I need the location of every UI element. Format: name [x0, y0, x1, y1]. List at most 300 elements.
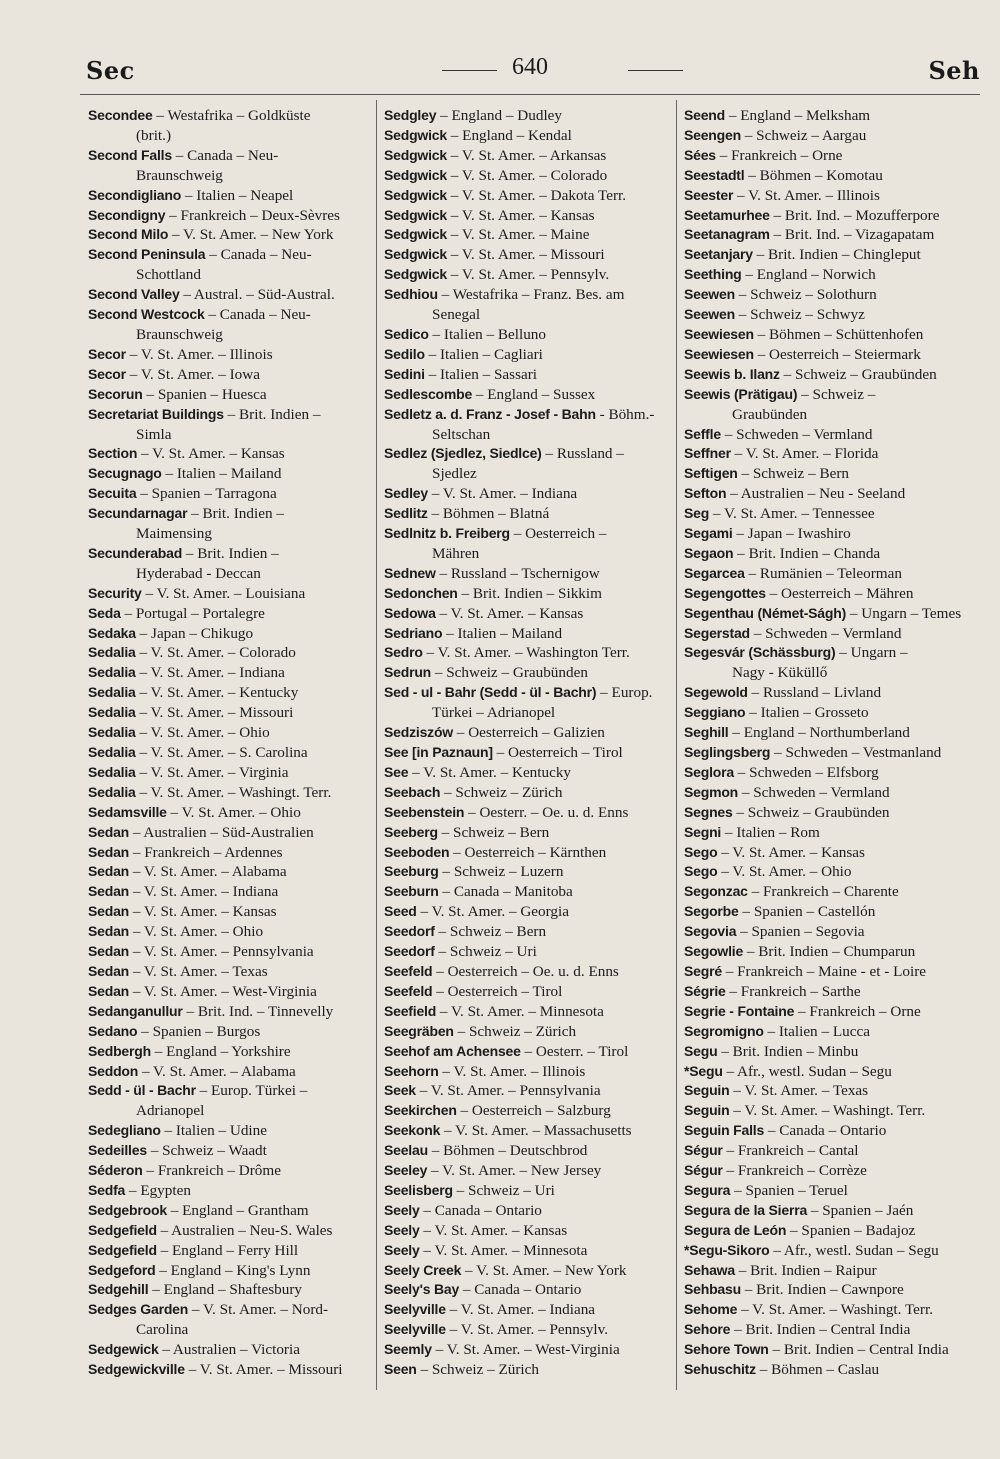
entry-place-name: Sedico — [384, 325, 429, 342]
entry-place-name: Sedan — [88, 943, 130, 960]
entry-place-name: Seelyville — [384, 1321, 446, 1338]
entry-place-name: Segorbe — [684, 903, 739, 920]
entry-place-name: Seek — [384, 1082, 416, 1099]
gazetteer-entry — [684, 862, 974, 882]
gazetteer-entry — [384, 723, 674, 743]
entry-place-name: Sedalia — [88, 684, 136, 701]
entry-location: – V. St. Amer. – Missouri — [135, 704, 294, 722]
entry-place-name: Seebenstein — [384, 803, 465, 820]
entry-location: – Schweiz – Zürich — [416, 1361, 539, 1379]
gazetteer-entry — [88, 1141, 378, 1161]
gazetteer-entry — [684, 604, 974, 624]
gazetteer-entry — [384, 763, 674, 783]
entry-location: – V. St. Amer. – Kansas — [435, 604, 584, 622]
entry-location: – Böhmen – Komotau — [744, 166, 883, 184]
entry-place-name: Sedgewick — [88, 1341, 159, 1358]
gazetteer-entry — [384, 843, 674, 863]
entry-place-name: Secor — [88, 365, 126, 382]
entry-location: – V. St. Amer. – Illinois — [733, 186, 880, 204]
gazetteer-entry — [88, 106, 378, 146]
entry-location: – Australien – Süd-Australien — [129, 823, 314, 841]
gazetteer-entry — [684, 1320, 974, 1340]
gazetteer-entry — [684, 1161, 974, 1181]
entry-location: – Schweiz – Zürich — [453, 1022, 577, 1040]
entry-location: – Schweiz – Aargau — [740, 126, 867, 144]
entry-location: – Italien – Mailand — [161, 465, 282, 483]
entry-location: – Brit. Indien – Raipur — [734, 1261, 877, 1279]
gazetteer-entry — [88, 245, 378, 285]
entry-location: – V. St. Amer. – Indiana — [129, 883, 279, 901]
gazetteer-entry — [88, 1022, 378, 1042]
gazetteer-entry — [384, 345, 674, 365]
entry-location: – Brit. Indien – — [223, 405, 321, 423]
entry-place-name: Segarcea — [684, 564, 745, 581]
gazetteer-entry — [384, 1022, 674, 1042]
gazetteer-entry — [684, 365, 974, 385]
entry-location: – Canada – Ontario — [459, 1281, 582, 1299]
entry-location: – V. St. Amer. – Kentucky — [408, 763, 572, 781]
gazetteer-entry — [88, 1340, 378, 1360]
gazetteer-entry — [384, 524, 674, 564]
entry-place-name: Second Valley — [88, 286, 180, 303]
entry-place-name: Seghill — [684, 724, 729, 741]
entry-location: – Italien – Mailand — [442, 624, 563, 642]
entry-location: – V. St. Amer. – Washingt. Terr. — [729, 1102, 926, 1120]
entry-location: – Brit. Indien – Cawnpore — [740, 1281, 904, 1299]
entry-location: – Canada – Ontario — [419, 1201, 542, 1219]
entry-location: – Italien – Grosseto — [745, 704, 869, 722]
gazetteer-entry — [88, 723, 378, 743]
entry-place-name: Seefeld — [384, 982, 433, 999]
gazetteer-entry — [684, 106, 974, 126]
entry-location: – Schweiz – Graubünden — [431, 664, 588, 682]
entry-location: – V. St. Amer. – Kansas — [137, 445, 285, 463]
entry-location: – V. St. Amer. – Texas — [129, 962, 268, 980]
gazetteer-entry — [384, 1221, 674, 1241]
gazetteer-entry — [684, 345, 974, 365]
entry-location: – Frankreich – Orne — [794, 1002, 921, 1020]
gazetteer-entry — [684, 1002, 974, 1022]
entry-location: – Oesterreich – Tirol — [492, 744, 623, 761]
entry-location: – V. St. Amer. – Pennsylv. — [445, 1321, 608, 1339]
entry-location: – V. St. Amer. – Indiana — [135, 664, 285, 682]
entry-place-name: Sedalia — [88, 744, 136, 760]
gazetteer-entry — [384, 1121, 674, 1141]
gazetteer-entry — [88, 1121, 378, 1141]
entry-place-name: Sedamsville — [88, 803, 167, 820]
gazetteer-entry — [384, 1042, 674, 1062]
entry-place-name: Seffle — [684, 425, 721, 442]
entry-place-name: Seeley — [384, 1162, 428, 1179]
entry-continuation: Simla — [136, 425, 172, 443]
entry-location: – V. St. Amer. – New York — [168, 226, 334, 244]
entry-location: – Frankreich – Corrèze — [722, 1162, 867, 1180]
entry-place-name: Sedlitz — [384, 505, 428, 522]
gazetteer-entry — [684, 285, 974, 305]
page-number: 640 — [512, 54, 548, 80]
entry-location: – Frankreich – Ardennes — [129, 843, 283, 861]
entry-location: – Schweiz – Graubünden — [779, 365, 937, 383]
entry-place-name: Seewis (Prätigau) — [684, 385, 798, 402]
gazetteer-entry — [384, 265, 674, 285]
gazetteer-entry — [88, 1221, 378, 1241]
entry-location: – V. St. Amer. – Ohio — [717, 863, 852, 881]
entry-place-name: Seebach — [384, 783, 441, 800]
entry-place-name: Sedan — [88, 903, 130, 920]
entry-location: – V. St. Amer. – Minnesota — [436, 1002, 604, 1020]
entry-place-name: Sedlez (Sjedlez, Siedlce) — [384, 445, 542, 462]
entry-place-name: Sehuschitz — [684, 1361, 756, 1378]
entry-place-name: Seguin — [684, 1102, 730, 1119]
entry-place-name: Seewis b. Ilanz — [684, 365, 780, 382]
gazetteer-entry — [684, 643, 974, 683]
gazetteer-entry — [384, 1360, 674, 1380]
entry-continuation: Nagy - Küküllő — [732, 664, 828, 682]
entry-location: – Spanien – Castellón — [738, 903, 876, 921]
entry-location: – England – Sussex — [472, 385, 596, 403]
gazetteer-entry — [88, 743, 378, 763]
entry-location: - Böhm.- — [595, 405, 655, 423]
entry-location: – Italien – Rom — [721, 823, 820, 841]
entry-place-name: Segré — [684, 962, 722, 979]
gazetteer-entry — [88, 186, 378, 206]
gazetteer-entry — [684, 1221, 974, 1241]
entry-location: – Ungarn – Temes — [846, 604, 962, 622]
gazetteer-entry — [384, 325, 674, 345]
entry-location: – Schweiz – Bern — [434, 923, 547, 941]
entry-location: – England – Kendal — [446, 126, 572, 144]
entry-place-name: Secunderabad — [88, 544, 183, 561]
gazetteer-entry — [384, 1320, 674, 1340]
entry-place-name: Seend — [684, 107, 726, 123]
gazetteer-entry — [88, 225, 378, 245]
gazetteer-entry — [684, 1181, 974, 1201]
entry-location: – Brit. Indien – Minbu — [717, 1042, 859, 1060]
gazetteer-entry — [684, 1300, 974, 1320]
entry-place-name: Sedgefield — [88, 1221, 157, 1238]
column-rule-2 — [676, 100, 677, 1390]
entry-place-name: Sedlnitz b. Freiberg — [384, 525, 510, 542]
gazetteer-entry — [684, 1340, 974, 1360]
entry-location: – Oesterreich – Salzburg — [456, 1102, 611, 1120]
entry-place-name: Sedgewickville — [88, 1361, 185, 1378]
gazetteer-entry — [384, 504, 674, 524]
entry-location: – Brit. Indien – — [187, 505, 284, 523]
gazetteer-entry — [684, 444, 974, 464]
entry-place-name: Seffner — [684, 445, 731, 462]
entry-place-name: Seetamurhee — [684, 206, 770, 223]
entry-place-name: Seefield — [384, 1002, 437, 1019]
entry-place-name: Sedgwick — [384, 166, 447, 183]
entry-location: – Brit. Ind. – Vizagapatam — [769, 226, 935, 244]
entry-continuation: Adrianopel — [136, 1102, 205, 1120]
entry-place-name: Seguin — [684, 1082, 730, 1099]
entry-location: – Schweiz – Bern — [437, 823, 550, 841]
entry-place-name: Secretariat Buildings — [88, 405, 224, 422]
gazetteer-entry — [684, 942, 974, 962]
gazetteer-entry — [684, 1241, 974, 1261]
entry-location: – Spanien – Segovia — [736, 923, 865, 941]
entry-place-name: Sedanganullur — [88, 1002, 183, 1019]
entry-place-name: Secorun — [88, 385, 143, 402]
entry-place-name: Sedziszów — [384, 724, 453, 741]
entry-location: – Schweden – Elfsborg — [733, 763, 879, 781]
entry-location: – Egypten — [125, 1181, 191, 1199]
entry-place-name: Seely — [384, 1201, 420, 1218]
entry-location: – Brit. Indien – Central India — [768, 1341, 949, 1359]
gazetteer-entry — [684, 1201, 974, 1221]
entry-place-name: Sehore — [684, 1321, 731, 1338]
entry-place-name: Sedgefield — [88, 1241, 157, 1258]
entry-location: – Australien – Victoria — [158, 1341, 300, 1359]
entry-place-name: Sedeilles — [88, 1142, 147, 1159]
entry-location: – Australien – Neu-S. Wales — [156, 1221, 333, 1239]
entry-location: – V. St. Amer. – Pennsylvania — [415, 1082, 601, 1100]
entry-location: – V. St. Amer. – New York — [461, 1261, 627, 1279]
gazetteer-entry — [684, 624, 974, 644]
entry-location: – V. St. Amer. – Pennsylvania — [129, 943, 314, 961]
entry-location: – Frankreich – Deux-Sèvres — [165, 206, 340, 224]
entry-location: – V. St. Amer. – Ohio — [135, 724, 270, 742]
gazetteer-entry — [384, 743, 674, 763]
gazetteer-entry — [384, 1261, 674, 1281]
entry-location: – England – Grantham — [166, 1201, 309, 1219]
entry-continuation: Senegal — [432, 306, 481, 324]
gazetteer-entry — [684, 1141, 974, 1161]
entry-continuation: Carolina — [136, 1321, 189, 1339]
gazetteer-entry — [684, 823, 974, 843]
entry-location: – Oesterr. – Tirol — [520, 1042, 629, 1060]
entry-continuation: (brit.) — [136, 126, 172, 144]
gazetteer-entry — [684, 464, 974, 484]
gazetteer-entry — [88, 1300, 378, 1340]
entry-place-name: Seglora — [684, 763, 734, 780]
gazetteer-entry — [384, 604, 674, 624]
entry-place-name: Seggiano — [684, 704, 746, 721]
gazetteer-entry — [384, 882, 674, 902]
entry-place-name: Sedonchen — [384, 584, 458, 601]
entry-location: – V. St. Amer. – Kansas — [446, 206, 595, 224]
gazetteer-entry — [384, 982, 674, 1002]
gazetteer-entry — [684, 683, 974, 703]
entry-place-name: Sehbasu — [684, 1281, 741, 1298]
header-rule — [80, 94, 980, 95]
entry-location: – Spanien – Badajoz — [786, 1221, 916, 1239]
entry-location: – England – Norwich — [741, 266, 876, 284]
gazetteer-entry — [88, 1161, 378, 1181]
gazetteer-entry — [384, 1141, 674, 1161]
entry-place-name: Seetanjary — [684, 246, 753, 263]
page-header — [80, 52, 980, 88]
entry-place-name: Sedalia — [88, 644, 136, 661]
entry-place-name: Segromigno — [684, 1022, 764, 1039]
entry-continuation: Schottland — [136, 266, 201, 284]
gazetteer-entry — [88, 604, 378, 624]
gazetteer-entry — [88, 365, 378, 385]
entry-place-name: Seguin Falls — [684, 1122, 765, 1139]
entry-place-name: Seed — [384, 903, 417, 920]
entry-place-name: Secondee — [88, 107, 153, 123]
entry-place-name: Seelyville — [384, 1301, 446, 1318]
entry-location: – V. St. Amer. – Pennsylv. — [446, 266, 610, 284]
entry-place-name: Segesvár (Schässburg) — [684, 644, 836, 661]
entry-place-name: Segovia — [684, 923, 737, 940]
entry-place-name: Sedegliano — [88, 1122, 161, 1139]
entry-location: – Canada – Neu- — [171, 146, 279, 164]
entry-place-name: Sego — [684, 843, 718, 860]
entry-place-name: Seewiesen — [684, 325, 754, 342]
gazetteer-entry — [684, 1081, 974, 1101]
entry-place-name: Seelisberg — [384, 1181, 453, 1198]
gazetteer-entry — [88, 1261, 378, 1281]
gazetteer-entry — [384, 1241, 674, 1261]
entry-place-name: Segengottes — [684, 584, 766, 601]
entry-place-name: Ségur — [684, 1142, 723, 1159]
gazetteer-entry — [684, 484, 974, 504]
entry-location: – Schweden – Vermland — [749, 624, 902, 642]
gazetteer-entry — [88, 902, 378, 922]
entry-location: – Frankreich – Sarthe — [725, 982, 861, 1000]
entry-location: – Brit. Ind. – Mozufferpore — [769, 206, 940, 224]
entry-place-name: Seedorf — [384, 943, 435, 960]
gazetteer-entry — [384, 1002, 674, 1022]
entry-place-name: Segura de la Sierra — [684, 1201, 808, 1218]
entry-place-name: Seehof am Achensee — [384, 1042, 521, 1059]
entry-continuation: Graubünden — [732, 405, 808, 423]
gazetteer-entry — [88, 843, 378, 863]
entry-place-name: Seething — [684, 266, 742, 283]
entry-location: – Rumänien – Teleorman — [744, 564, 902, 582]
entry-location: – V. St. Amer. – Arkansas — [446, 146, 607, 164]
entry-location: – V. St. Amer. – Kansas — [129, 903, 277, 921]
gazetteer-entry — [384, 1081, 674, 1101]
gazetteer-entry — [384, 663, 674, 683]
entry-location: – Oesterr. – Oe. u. d. Enns — [464, 803, 629, 821]
entry-place-name: Sedgwick — [384, 266, 447, 283]
entry-place-name: Segnes — [684, 803, 733, 820]
entry-place-name: Sehawa — [684, 1261, 735, 1278]
gazetteer-entry — [384, 1062, 674, 1082]
entry-place-name: Sedgehill — [88, 1281, 149, 1298]
gazetteer-entry — [684, 763, 974, 783]
entry-location: – V. St. Amer. – Louisiana — [141, 584, 306, 602]
gazetteer-entry — [384, 862, 674, 882]
entry-location: – Westafrika – Goldküste — [152, 107, 311, 124]
entry-location: – Brit. Ind. – Tinnevelly — [182, 1002, 334, 1020]
entry-location: – Brit. Indien – Chumparun — [743, 943, 916, 961]
entry-location: – Böhmen – Blatná — [427, 505, 550, 523]
gazetteer-entry — [88, 444, 378, 464]
entry-location: – Canada – Neu- — [205, 246, 312, 264]
entry-location: – England – Shaftesbury — [148, 1281, 302, 1299]
gazetteer-entry — [684, 902, 974, 922]
gazetteer-entry — [384, 186, 674, 206]
gazetteer-entry — [88, 584, 378, 604]
entry-place-name: Seekonk — [384, 1122, 441, 1139]
entry-place-name: Sedan — [88, 982, 130, 999]
entry-place-name: Sedan — [88, 863, 130, 880]
gazetteer-entry — [384, 146, 674, 166]
entry-location: – Portugal – Portalegre — [120, 604, 265, 622]
entry-location: – V. St. Amer. – Washington Terr. — [422, 644, 630, 662]
entry-location: – Spanien – Huesca — [142, 385, 267, 403]
entry-location: – V. St. Amer. – Alabama — [129, 863, 287, 881]
entry-place-name: Sedrun — [384, 664, 432, 681]
entry-place-name: Seen — [384, 1361, 417, 1378]
entry-continuation: Seltschan — [432, 425, 491, 443]
entry-place-name: Seftigen — [684, 465, 738, 482]
gazetteer-entry — [88, 1062, 378, 1082]
entry-location: – Schweiz – Schwyz — [734, 306, 865, 324]
entry-location: – Austral. – Süd-Austral. — [179, 286, 335, 304]
gazetteer-entry — [88, 922, 378, 942]
entry-location: – Spanien – Jaén — [807, 1201, 914, 1219]
entry-location: – V. St. Amer. – S. Carolina — [135, 744, 308, 761]
column-1 — [88, 106, 378, 1380]
gazetteer-entry — [684, 524, 974, 544]
gazetteer-entry — [88, 1042, 378, 1062]
entry-location: – Italien – Lucca — [763, 1022, 870, 1040]
gazetteer-entry — [88, 624, 378, 644]
entry-place-name: Sedriano — [384, 624, 443, 641]
entry-place-name: Sedletz a. d. Franz - Josef - Bahn — [384, 405, 596, 422]
gazetteer-entry — [684, 146, 974, 166]
entry-location: – V. St. Amer. – Colorado — [446, 166, 608, 184]
gazetteer-entry — [684, 703, 974, 723]
gazetteer-entry — [384, 962, 674, 982]
entry-location: – Schweiz – Waadt — [146, 1142, 267, 1160]
entry-location: – V. St. Amer. – Alabama — [138, 1062, 296, 1080]
entry-place-name: Seeberg — [384, 823, 438, 840]
entry-place-name: Sednew — [384, 564, 436, 581]
gazetteer-entry — [88, 803, 378, 823]
entry-place-name: Sedan — [88, 883, 130, 900]
entry-place-name: Sedhiou — [384, 286, 438, 303]
column-2 — [384, 106, 674, 1380]
entry-place-name: Séderon — [88, 1162, 143, 1179]
gazetteer-entry — [88, 962, 378, 982]
gazetteer-entry — [684, 265, 974, 285]
gazetteer-entry — [684, 1042, 974, 1062]
entry-location: – Brit. Indien – Sikkim — [457, 584, 602, 602]
entry-place-name: Seewiesen — [684, 345, 754, 362]
gazetteer-entry — [384, 245, 674, 265]
gazetteer-entry — [88, 683, 378, 703]
entry-location: – V. St. Amer. – Colorado — [135, 644, 296, 662]
entry-place-name: Second Westcock — [88, 306, 205, 323]
entry-location: – Schweiz – Bern — [737, 465, 849, 483]
gazetteer-entry — [684, 206, 974, 226]
entry-place-name: Segrie - Fontaine — [684, 1002, 795, 1019]
column-3 — [684, 106, 974, 1380]
entry-location: – Westafrika – Franz. Bes. am — [437, 286, 625, 304]
entry-continuation: Hyderabad - Deccan — [136, 564, 261, 582]
entry-location: – Brit. Indien – Chanda — [733, 544, 881, 562]
entry-location: – V. St. Amer. – Kentucky — [135, 684, 299, 702]
entry-location: – Schweiz – Uri — [452, 1181, 555, 1199]
gazetteer-entry — [384, 643, 674, 663]
entry-place-name: Sedley — [384, 485, 428, 502]
entry-place-name: Seewen — [684, 306, 735, 323]
gazetteer-entry — [684, 245, 974, 265]
gazetteer-entry — [88, 1201, 378, 1221]
entry-location: – V. St. Amer. – Washingt. Terr. — [737, 1301, 933, 1319]
entry-location: – V. St. Amer. – Tennessee — [709, 505, 875, 523]
entry-place-name: Seely — [384, 1241, 420, 1258]
entry-location: – V. St. Amer. – West-Virginia — [129, 982, 317, 1000]
entry-place-name: *Segu-Sikoro — [684, 1241, 770, 1258]
gazetteer-entry — [384, 902, 674, 922]
